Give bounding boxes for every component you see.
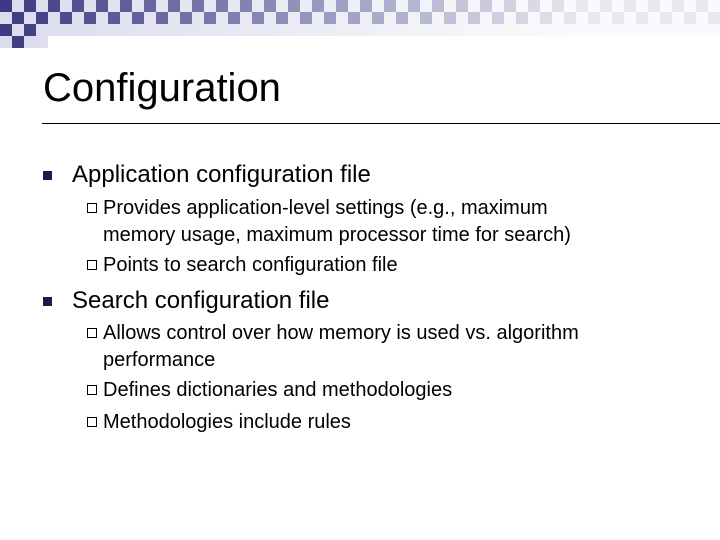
bullet-2-label: Search configuration file <box>72 287 330 314</box>
checkerboard-decoration <box>0 0 720 48</box>
bullet-2-subitem-1-line-1: Allows control over how memory is used vs. algorithm <box>103 322 579 344</box>
checkbox-bullet-icon <box>87 260 97 270</box>
bullet-2-subitem-3: Methodologies include rules <box>103 411 351 433</box>
bullet-2-subitem-1-line-2: performance <box>103 349 216 371</box>
bullet-1-subitem-2: Points to search configuration file <box>103 254 398 276</box>
bullet-square-icon <box>43 171 52 180</box>
checkbox-bullet-icon <box>87 328 97 338</box>
checkbox-bullet-icon <box>87 385 97 395</box>
bullet-square-icon <box>43 297 52 306</box>
bullet-2-subitem-2: Defines dictionaries and methodologies <box>103 379 453 401</box>
checkbox-bullet-icon <box>87 417 97 427</box>
title-underline <box>42 123 720 124</box>
bullet-1-subitem-1-line-2: memory usage, maximum processor time for search) <box>103 224 571 246</box>
page-title: Configuration <box>43 66 281 110</box>
checkbox-bullet-icon <box>87 203 97 213</box>
bullet-1-label: Application configuration file <box>72 161 371 188</box>
bullet-1-subitem-1-line-1: Provides application-level settings (e.g., maximum <box>103 197 548 219</box>
